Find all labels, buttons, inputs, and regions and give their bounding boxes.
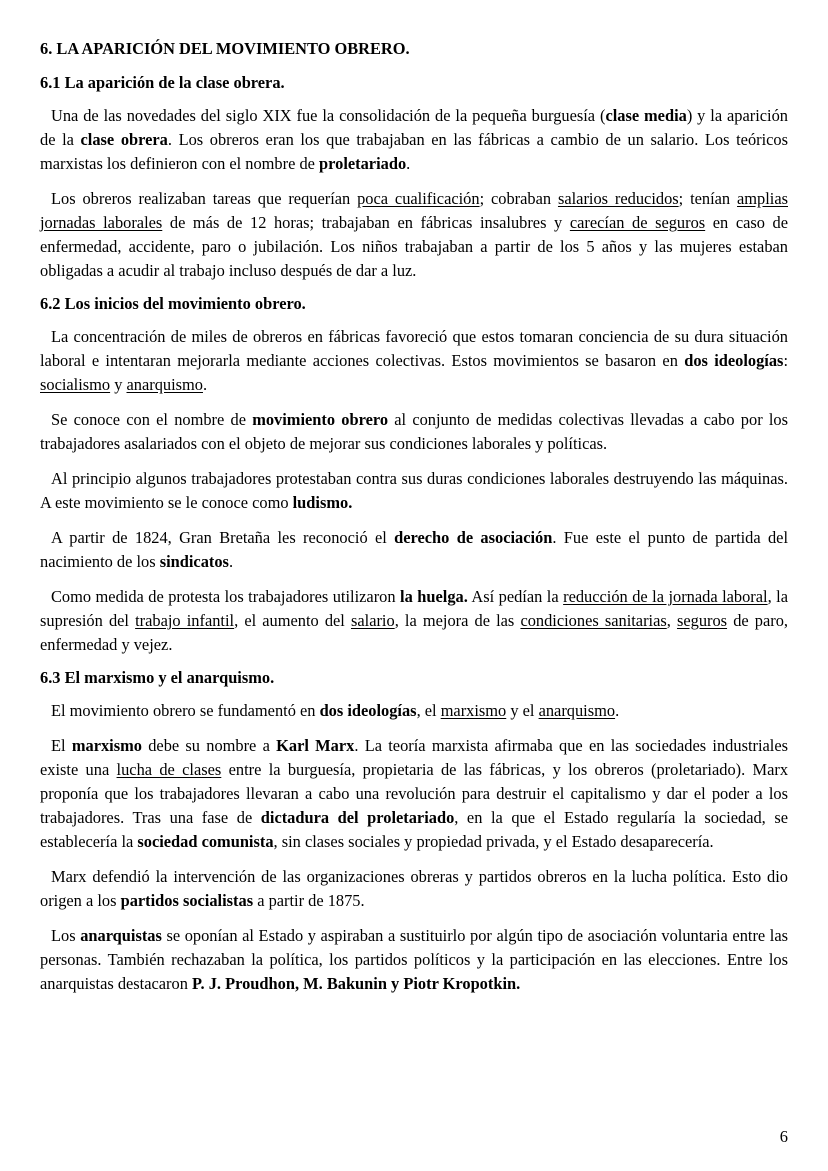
- paragraph: Los anarquistas se oponían al Estado y aspiraban a sustituirlo por algún tipo de asociación voluntaria entre las personas. También rechazaban la política, los partidos políticos y la participación en las elecciones. Entre los anarquistas destacaron P. J. Proudhon, M. Bakunin y Piotr Kropotkin.: [40, 926, 788, 993]
- paragraph: Al principio algunos trabajadores protestaban contra sus duras condiciones laborales destruyendo las máquinas. A este movimiento se le conoce como ludismo.: [40, 469, 788, 512]
- paragraph: Se conoce con el nombre de movimiento obrero al conjunto de medidas colectivas llevadas a cabo por los trabajadores asalariados con el objeto de mejorar sus condiciones laborales y políticas.: [40, 410, 789, 453]
- page-number: 6: [779, 1127, 788, 1146]
- paragraph: Como medida de protesta los trabajadores utilizaron la huelga. Así pedían la reducción de la jornada laboral, la supresión del trabajo infantil, el aumento del salario, la mejora de las condiciones sanitarias, seguros de paro, enfermedad y vejez.: [40, 587, 789, 654]
- document-page: [40, 38, 788, 1007]
- paragraph: El marxismo debe su nombre a Karl Marx. La teoría marxista afirmaba que en las sociedades industriales existe una lucha de clases entre la burguesía, propietaria de las fábricas, y los obreros (proletariado). Marx proponía que los trabajadores llevaran a cabo una revolución para destruir el capitalismo y dar el poder a los trabajadores. Tras una fase de dictadura del proletariado, en la que el Estado regularía la sociedad, se establecería la sociedad comunista, sin clases sociales y propiedad privada, y el Estado desaparecería.: [40, 736, 789, 851]
- section-heading-6-1: 6.1 La aparición de la clase obrera.: [40, 73, 285, 92]
- paragraph: Marx defendió la intervención de las organizaciones obreras y partidos obreros en la lucha política. Esto dio origen a los partidos socialistas a partir de 1875.: [40, 867, 788, 910]
- section-heading-6-2: 6.2 Los inicios del movimiento obrero.: [40, 294, 306, 313]
- paragraph: Una de las novedades del siglo XIX fue la consolidación de la pequeña burguesía (clase media) y la aparición de la clase obrera. Los obreros eran los que trabajaban en las fábricas a cambio de un salario. Los teóricos marxistas los definieron con el nombre de proletariado.: [40, 106, 788, 173]
- paragraph: La concentración de miles de obreros en fábricas favoreció que estos tomaran conciencia de su dura situación laboral e intentaran mejorarla mediante acciones colectivas. Estos movimientos se basaron en dos ideologías: socialismo y anarquismo.: [40, 327, 788, 394]
- paragraph: El movimiento obrero se fundamentó en dos ideologías, el marxismo y el anarquismo.: [51, 701, 620, 720]
- section-heading-6-3: 6.3 El marxismo y el anarquismo.: [40, 668, 275, 687]
- document-title: 6. LA APARICIÓN DEL MOVIMIENTO OBRERO.: [40, 39, 410, 58]
- paragraph: Los obreros realizaban tareas que requerían poca cualificación; cobraban salarios reducidos; tenían amplias jornadas laborales de más de 12 horas; trabajaban en fábricas insalubres y carecían de seguros en caso de enfermedad, accidente, paro o jubilación. Los niños trabajaban a partir de los 5 años y las mujeres estaban obligadas a acudir al trabajo incluso después de dar a luz.: [40, 189, 789, 280]
- paragraph: A partir de 1824, Gran Bretaña les reconoció el derecho de asociación. Fue este el punto de partida del nacimiento de los sindicatos.: [40, 528, 789, 571]
